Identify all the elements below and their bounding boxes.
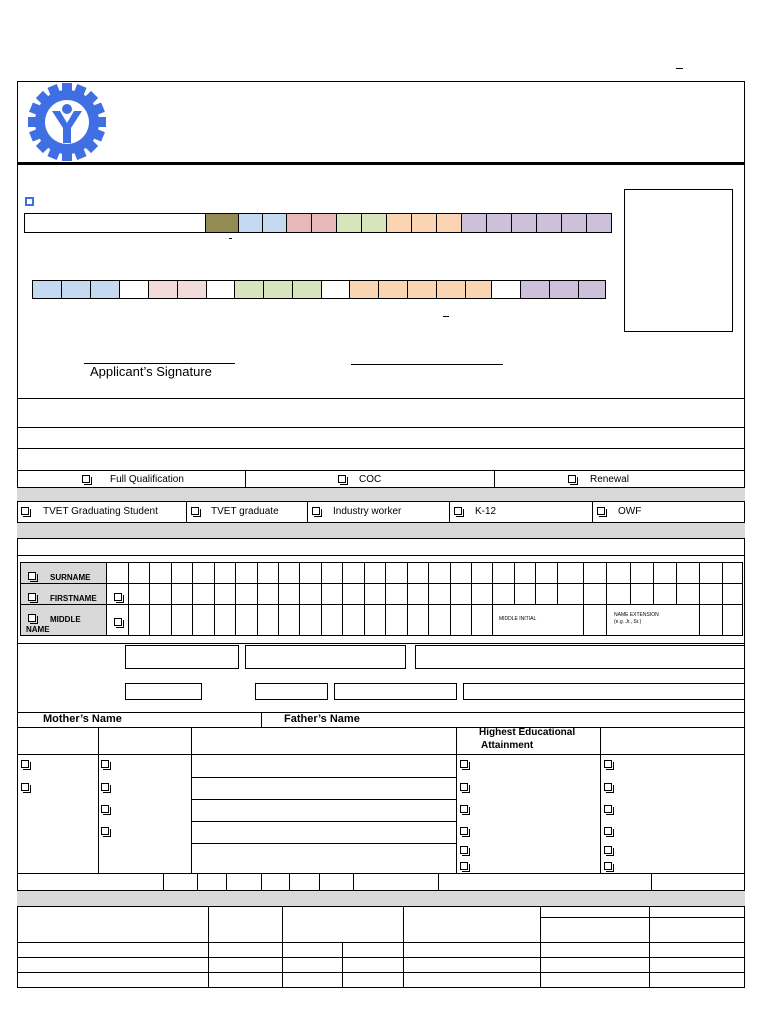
education-checkbox[interactable] — [21, 760, 29, 768]
name-grid-col-line — [149, 562, 150, 636]
middle-checkbox[interactable] — [28, 614, 36, 622]
education-checkbox[interactable] — [460, 846, 468, 854]
col-line — [592, 502, 593, 522]
col-line — [282, 907, 283, 988]
uli-cell[interactable] — [436, 280, 466, 299]
education-checkbox[interactable] — [604, 805, 612, 813]
reference-cell[interactable] — [311, 213, 337, 233]
applicant-type-label: Industry worker — [333, 506, 402, 517]
address-field[interactable] — [245, 645, 406, 669]
uli-cell[interactable] — [491, 280, 521, 299]
reference-cell[interactable] — [461, 213, 487, 233]
name-grid-col-line — [192, 562, 193, 636]
education-checkbox[interactable] — [604, 827, 612, 835]
row-line — [17, 470, 745, 471]
uli-cell[interactable] — [292, 280, 322, 299]
row-line — [191, 821, 456, 822]
col-line — [245, 470, 246, 487]
applicant-type-label: OWF — [618, 506, 642, 517]
name-grid-col-line — [385, 562, 386, 636]
name-grid-col-line — [450, 562, 451, 636]
row-line — [191, 799, 456, 800]
tvet-graduate-checkbox[interactable] — [191, 507, 199, 515]
middle-initial-label: MIDDLE INITIAL — [499, 616, 537, 622]
surname-checkbox[interactable] — [28, 572, 36, 580]
form-header — [17, 81, 745, 165]
reference-cell[interactable] — [205, 213, 239, 233]
row-line — [540, 917, 745, 918]
middle-label: MIDDLE — [50, 615, 81, 624]
col-line — [186, 502, 187, 522]
education-checkbox[interactable] — [604, 783, 612, 791]
col-line — [208, 907, 209, 988]
row-line — [17, 754, 745, 755]
applicant-type-label: TVET graduate — [211, 506, 279, 517]
row-line — [191, 777, 456, 778]
tvet-graduating-checkbox[interactable] — [21, 507, 29, 515]
photo-box — [624, 189, 733, 332]
industry-worker-checkbox[interactable] — [312, 507, 320, 515]
uli-cell[interactable] — [263, 280, 293, 299]
name-grid-col-line — [235, 562, 236, 636]
row-line — [17, 942, 745, 943]
reference-cell[interactable] — [262, 213, 287, 233]
reference-cell[interactable] — [336, 213, 362, 233]
row-line — [17, 427, 745, 428]
education-label: Highest Educational — [479, 727, 576, 738]
reference-cell[interactable] — [561, 213, 587, 233]
uli-cell[interactable] — [177, 280, 207, 299]
middle-name-label: NAME — [26, 625, 50, 634]
section-bar — [17, 487, 745, 502]
coc-checkbox[interactable] — [338, 475, 346, 483]
address-field[interactable] — [463, 683, 745, 700]
education-checkbox[interactable] — [604, 846, 612, 854]
name-grid-col-line — [364, 562, 365, 636]
tiny-mark — [229, 238, 232, 239]
row-line — [17, 448, 745, 449]
name-grid-col-line — [214, 562, 215, 636]
education-label: Attainment — [481, 740, 534, 751]
education-checkbox[interactable] — [460, 760, 468, 768]
uli-cell[interactable] — [206, 280, 235, 299]
header-divider — [17, 162, 745, 165]
col-line — [226, 873, 227, 890]
name-extension-hint: (e.g. Jr., Sr.) — [614, 619, 642, 625]
uli-cell[interactable] — [407, 280, 437, 299]
education-checkbox[interactable] — [101, 827, 109, 835]
renewal-checkbox[interactable] — [568, 475, 576, 483]
education-checkbox[interactable] — [101, 805, 109, 813]
col-line — [289, 873, 290, 890]
name-grid-col-line — [407, 562, 408, 636]
name-grid-col-line — [171, 562, 172, 636]
name-grid-col-line — [128, 562, 129, 636]
frame-right — [744, 165, 745, 988]
education-checkbox[interactable] — [460, 805, 468, 813]
reference-cell[interactable] — [361, 213, 387, 233]
uli-cell[interactable] — [465, 280, 492, 299]
row-line — [17, 727, 745, 728]
education-checkbox[interactable] — [604, 760, 612, 768]
section-bar — [17, 890, 745, 907]
reference-cell[interactable] — [411, 213, 437, 233]
uli-cell[interactable] — [61, 280, 91, 299]
photo-checkbox[interactable] — [25, 197, 34, 206]
row-line — [17, 712, 745, 713]
col-line — [98, 727, 99, 873]
name-grid-col-line — [278, 562, 279, 636]
col-line — [456, 727, 457, 873]
row-line — [17, 398, 745, 399]
tiny-mark — [443, 316, 449, 317]
firstname-label: FIRSTNAME — [50, 594, 97, 603]
owf-checkbox[interactable] — [597, 507, 605, 515]
reference-cell[interactable] — [586, 213, 612, 233]
reference-cell[interactable] — [486, 213, 512, 233]
education-checkbox[interactable] — [101, 760, 109, 768]
col-line — [403, 907, 404, 988]
full-qualification-checkbox[interactable] — [82, 475, 90, 483]
address-field[interactable] — [415, 645, 745, 669]
col-line — [600, 727, 601, 873]
uli-cell[interactable] — [119, 280, 149, 299]
reference-cell[interactable] — [386, 213, 412, 233]
col-line — [261, 712, 262, 728]
row-line — [17, 987, 745, 988]
address-field[interactable] — [125, 683, 202, 700]
education-checkbox[interactable] — [604, 862, 612, 870]
col-line — [261, 873, 262, 890]
col-line — [197, 873, 198, 890]
uli-cell[interactable] — [578, 280, 606, 299]
col-line — [307, 502, 308, 522]
uli-cell[interactable] — [520, 280, 550, 299]
row-line — [17, 957, 745, 958]
col-line — [649, 907, 650, 988]
col-line — [163, 873, 164, 890]
col-line — [651, 873, 652, 890]
uli-cell[interactable] — [90, 280, 120, 299]
col-line — [319, 873, 320, 890]
frame-left — [17, 165, 18, 988]
address-field[interactable] — [255, 683, 328, 700]
education-checkbox[interactable] — [101, 783, 109, 791]
surname-label: SURNAME — [50, 573, 91, 582]
reference-white-field[interactable] — [24, 213, 206, 233]
uli-cell[interactable] — [148, 280, 178, 299]
reference-cell[interactable] — [436, 213, 462, 233]
signature-label: Applicant’s Signature — [90, 364, 212, 379]
row-line — [17, 643, 745, 644]
name-extension-label: NAME EXTENSION — [614, 612, 659, 618]
fathers-name-label: Father’s Name — [284, 713, 360, 725]
col-line — [540, 907, 541, 988]
education-checkbox[interactable] — [460, 862, 468, 870]
education-checkbox[interactable] — [460, 827, 468, 835]
education-checkbox[interactable] — [21, 783, 29, 791]
row-line — [17, 873, 745, 874]
name-grid-col-line — [257, 562, 258, 636]
client-type-label: Renewal — [590, 474, 629, 485]
name-grid-col-line — [722, 562, 723, 636]
tesda-logo — [26, 81, 108, 163]
reference-cell[interactable] — [536, 213, 562, 233]
firstname-ext-checkbox[interactable] — [114, 593, 122, 601]
education-checkbox[interactable] — [460, 783, 468, 791]
k12-checkbox[interactable] — [454, 507, 462, 515]
date-line — [351, 364, 503, 365]
col-line — [438, 873, 439, 890]
name-grid-col-line — [321, 562, 322, 636]
mothers-name-label: Mother’s Name — [43, 713, 122, 725]
name-grid-col-line — [299, 562, 300, 636]
address-field[interactable] — [334, 683, 457, 700]
uli-cell[interactable] — [378, 280, 408, 299]
client-type-label: COC — [359, 474, 382, 485]
col-line — [353, 873, 354, 890]
middle-ext-checkbox[interactable] — [114, 618, 122, 626]
top-dash — [676, 68, 683, 69]
reference-cell[interactable] — [286, 213, 312, 233]
applicant-type-label: TVET Graduating Student — [43, 506, 158, 517]
name-grid-col-line — [583, 562, 584, 636]
name-grid-col-line — [106, 562, 107, 636]
client-type-label: Full Qualification — [110, 474, 184, 485]
name-grid-col-line — [342, 562, 343, 636]
uli-cell[interactable] — [321, 280, 350, 299]
row-line — [191, 843, 456, 844]
col-line — [449, 502, 450, 522]
uli-cell[interactable] — [549, 280, 579, 299]
applicant-type-label: K-12 — [475, 506, 497, 517]
col-line — [191, 727, 192, 873]
name-grid-col-line — [471, 562, 472, 636]
section-bar — [17, 522, 745, 539]
name-grid-col-line — [428, 562, 429, 636]
row-line — [17, 555, 745, 556]
reference-cell[interactable] — [511, 213, 537, 233]
uli-cell[interactable] — [32, 280, 62, 299]
name-grid-col-line — [699, 562, 700, 636]
uli-cell[interactable] — [349, 280, 379, 299]
uli-cell[interactable] — [234, 280, 264, 299]
col-line — [494, 470, 495, 487]
address-field[interactable] — [125, 645, 239, 669]
reference-cell[interactable] — [238, 213, 263, 233]
firstname-checkbox[interactable] — [28, 593, 36, 601]
col-line — [342, 942, 343, 988]
row-line — [17, 972, 745, 973]
